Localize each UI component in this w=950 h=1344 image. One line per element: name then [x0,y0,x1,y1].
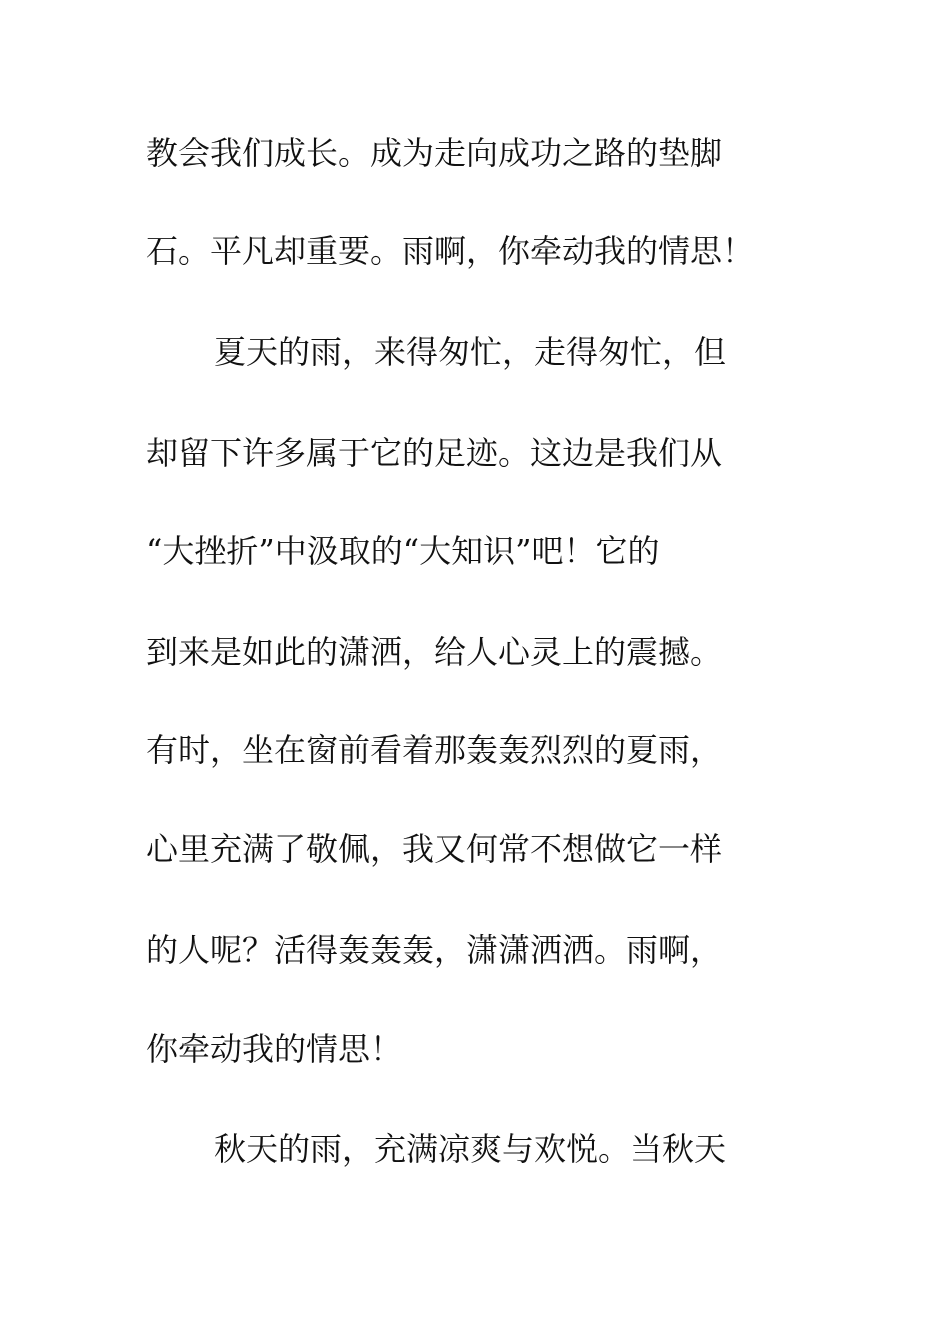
text-line: 心里充满了敬佩，我又何常不想做它一样 [146,830,723,868]
text-line: 你牵动我的情思！ [146,1030,403,1068]
text-line: 教会我们成长。成为走向成功之路的垫脚 [146,134,723,172]
text-line: 到来是如此的潇洒，给人心灵上的震撼。 [146,633,723,671]
text-line: 的人呢？活得轰轰轰，潇潇洒洒。雨啊， [146,931,723,969]
paragraph-start-line: 秋天的雨，充满凉爽与欢悦。当秋天 [214,1130,727,1168]
text-line: “大挫折”中汲取的“大知识”吧！它的 [146,532,660,570]
text-line: 有时，坐在窗前看着那轰轰烈烈的夏雨， [146,731,723,769]
text-line: 却留下许多属于它的足迹。这边是我们从 [146,434,723,472]
paragraph-start-line: 夏天的雨，来得匆忙，走得匆忙，但 [214,333,727,371]
text-line: 石。平凡却重要。雨啊，你牵动我的情思！ [146,232,755,270]
